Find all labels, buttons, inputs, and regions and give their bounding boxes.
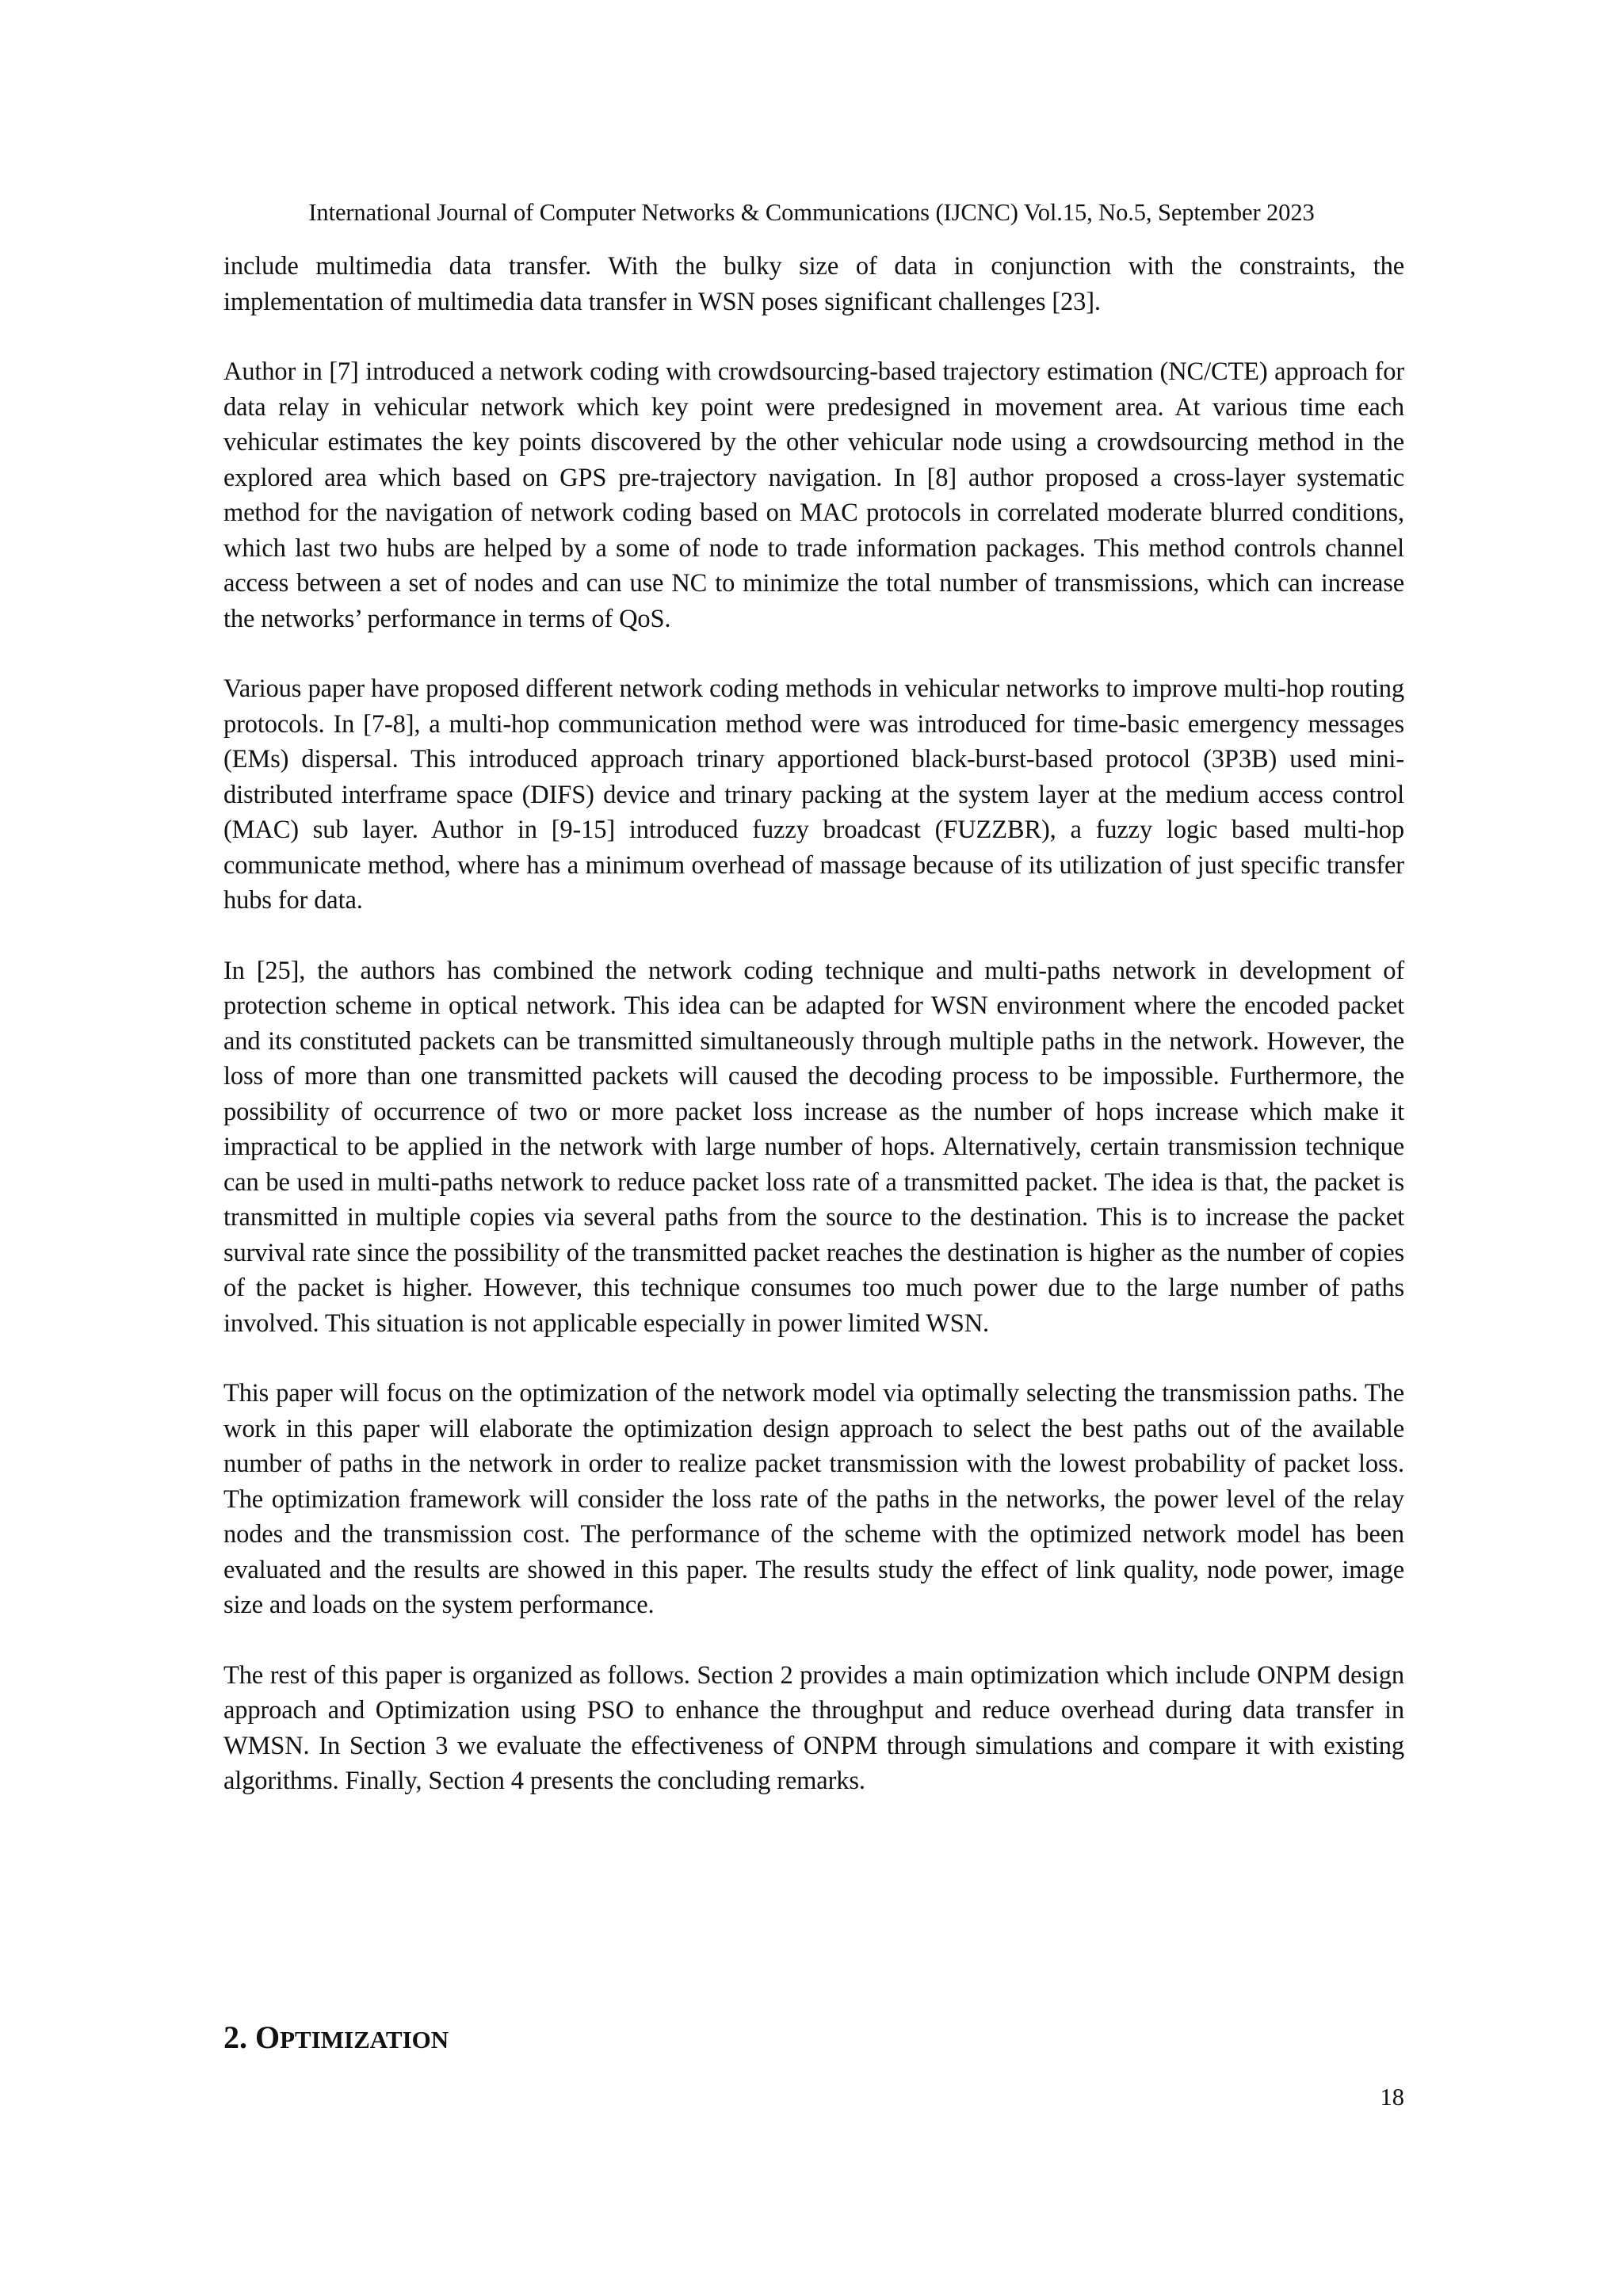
body-text xyxy=(223,249,1404,1834)
section-title-rest: PTIMIZATION xyxy=(280,2026,449,2053)
section-title-initial: O xyxy=(255,2019,281,2055)
paragraph-paper-focus: This paper will focus on the optimization of the network model via optimally selecting the transmission paths. The work in this paper will elaborate the optimization design approach to select the best paths out of the available number of paths in the network in order to realize packet transmission with the lowest probability of packet loss. The optimization framework will consider the loss rate of the paths in the networks, the power level of the relay nodes and the transmission cost. The performance of the scheme with the optimized network model has been evaluated and the results are showed in this paper. The results study the effect of link quality, node power, image size and loads on the system performance. xyxy=(223,1379,1404,1619)
section-number: 2. xyxy=(223,2019,247,2055)
paragraph-multipath: In [25], the authors has combined the network coding technique and multi-paths network in development of protection scheme in optical network. This idea can be adapted for WSN environment where the encoded packet and its constituted packets can be transmitted simultaneously through multiple paths in the network. However, the loss of more than one transmitted packets will caused the decoding process to be impossible. Furthermore, the possibility of occurrence of two or more packet loss increase as the number of hops increase which make it impractical to be applied in the network with large number of hops. Alternatively, certain transmission technique can be used in multi-paths network to reduce packet loss rate of a transmitted packet. The idea is that, the packet is transmitted in multiple copies via several paths from the source to the destination. This is to increase the packet survival rate since the possibility of the transmitted packet reaches the destination is higher as the number of copies of the packet is higher. However, this technique consumes too much power due to the large number of paths involved. This situation is not applicable especially in power limited WSN. xyxy=(223,956,1404,1338)
paragraph-vehicular-coding: Various paper have proposed different network coding methods in vehicular networks to improve multi-hop routing protocols. In [7-8], a multi-hop communication method were was introduced for time-basic emergency messages (EMs) dispersal. This introduced approach trinary apportioned black-burst-based protocol (3P3B) used mini-distributed interframe space (DIFS) device and trinary packing at the system layer at the medium access control (MAC) sub layer. Author in [9-15] introduced fuzzy broadcast (FUZZBR), a fuzzy logic based multi-hop communicate method, where has a minimum overhead of massage because of its utilization of just specific transfer hubs for data. xyxy=(223,674,1404,915)
page-number: 18 xyxy=(1380,2084,1404,2111)
paragraph-organization: The rest of this paper is organized as follows. Section 2 provides a main optimization which include ONPM design approach and Optimization using PSO to enhance the throughput and reduce overhead during data transfer in WMSN. In Section 3 we evaluate the effectiveness of ONPM through simulations and compare it with existing algorithms. Finally, Section 4 presents the concluding remarks. xyxy=(223,1660,1404,1795)
paragraph-nc-cte: Author in [7] introduced a network coding with crowdsourcing-based trajectory estimation (NC/CTE) approach for data relay in vehicular network which key point were predesigned in movement area. At various time each vehicular estimates the key points discovered by the other vehicular node using a crowdsourcing method in the explored area which based on GPS pre-trajectory navigation. In [8] author proposed a cross-layer systematic method for the navigation of network coding based on MAC protocols in correlated moderate blurred conditions, which last two hubs are helped by a some of node to trade information packages. This method controls channel access between a set of nodes and can use NC to minimize the total number of transmissions, which can increase the networks’ performance in terms of QoS. xyxy=(223,357,1404,633)
section-heading xyxy=(223,2017,449,2061)
running-header: International Journal of Computer Networks & Communications (IJCNC) Vol.15, No.5, September 2023 xyxy=(308,199,1315,226)
paragraph-continuation: include multimedia data transfer. With the bulky size of data in conjunction with the constraints, the implementation of multimedia data transfer in WSN poses significant challenges [23]. xyxy=(223,252,1404,316)
